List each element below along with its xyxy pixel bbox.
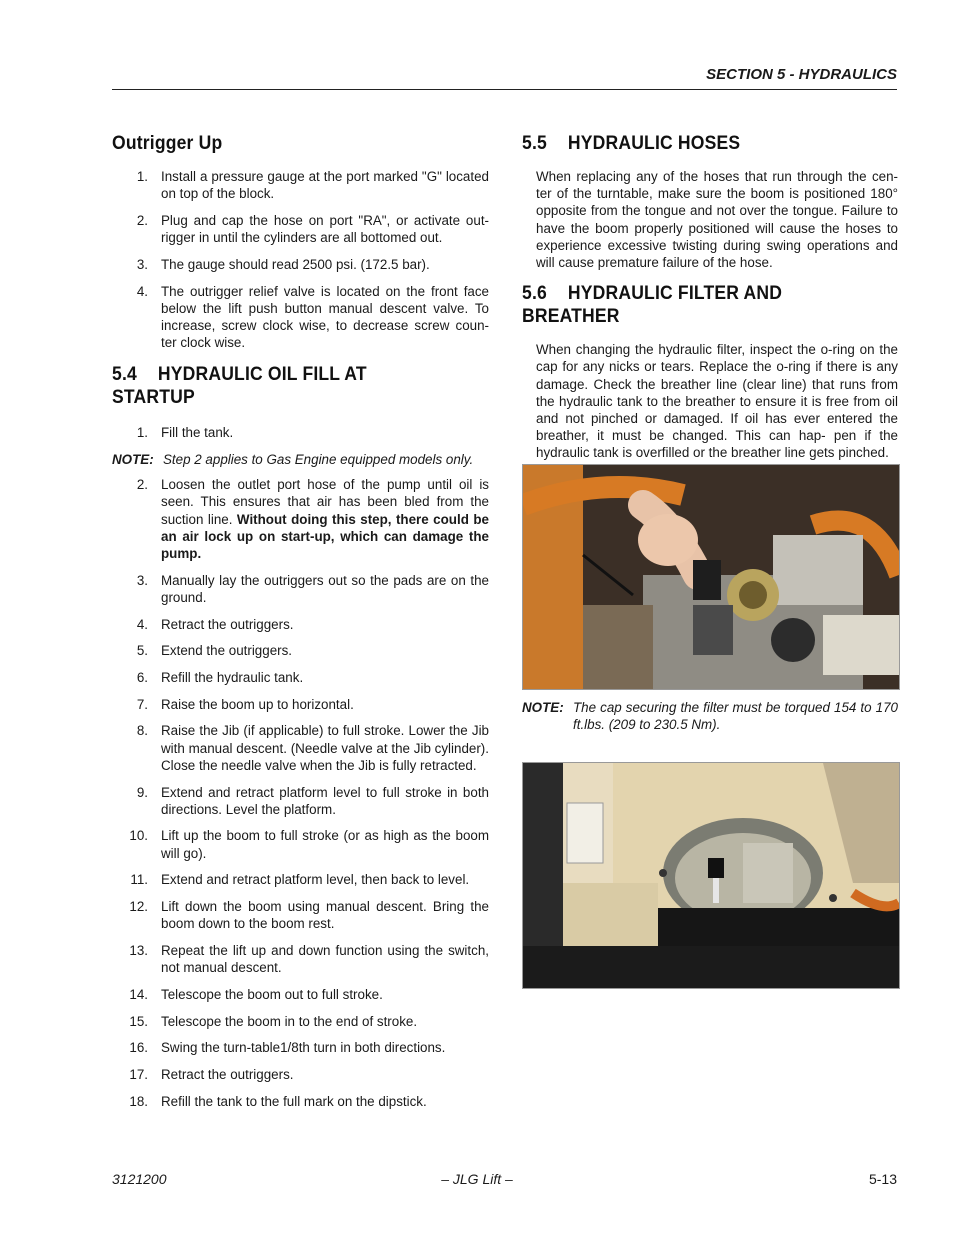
section-header: SECTION 5 - HYDRAULICS [706,66,897,83]
step-text: Loosen the outlet port hose of the pump until oil is seen. This ensures that air has been bled from the suction line. [161,477,489,527]
step-text: Fill the tank. [161,425,234,441]
step-number: 6. [136,670,148,686]
step-number: 9. [136,784,148,800]
filter-photo [522,464,900,690]
list-item [112,1039,489,1056]
filter-photo-image [523,465,899,689]
step-text: The gauge should read 2500 psi. (172.5 bar). [161,256,430,272]
outrigger-up-heading: Outrigger Up [112,132,223,154]
list-item [112,871,489,888]
section-title: HYDRAULIC OIL FILL AT STARTUP [112,363,367,409]
step-text: Telescope the boom in to the end of stroke. [161,1013,418,1029]
step-number: 12. [129,899,148,915]
list-item [112,168,489,202]
step-text: Manually lay the outriggers out so the pads are on the ground. [161,572,489,605]
step-text: Retract the outriggers. [161,616,294,632]
header-rule [112,89,897,90]
note-label: NOTE: [112,452,154,468]
footer-page-number: 5-13 [868,1171,897,1187]
gas-engine-note [0,451,489,468]
step-text: Swing the turn-table1/8th turn in both directions. [161,1040,446,1056]
step-number: 4. [136,616,148,632]
filter-torque-note [522,699,898,733]
breather-photo-image [523,763,899,988]
step-text: Extend and retract platform level to full stroke in both directions. Level the platform. [161,784,489,817]
fill-steps-list [112,476,489,1110]
outrigger-steps-list [112,168,489,351]
list-item [112,696,489,713]
step-text: Install a pressure gauge at the port marked "G" located on top of the block. [161,169,489,202]
list-item [112,1066,489,1083]
section-5-4-heading [112,363,451,409]
section-number: 5.6 [522,282,547,305]
section-title: HYDRAULIC FILTER AND BREATHER [522,282,783,328]
list-item [112,669,489,686]
step-warning-text: Without doing this step, there could be an air lock up on start-up, which can damage the pump. [161,511,489,562]
step-text: Refill the tank to the full mark on the dipstick. [161,1093,427,1109]
step-number: 8. [136,723,148,739]
step-number: 11. [130,872,148,888]
step-text: The outrigger relief valve is located on the front face below the lift push button manual descent valve. To increase, screw clock wise, to decrease screw coun- ter clock wise. [161,283,489,351]
step-number: 18. [129,1093,148,1109]
filter-paragraph: When changing the hydraulic filter, inspect the o-ring on the cap for any nicks or tears. Replace the o-ring if there is any damage. Check the breather line (clear line) that runs from the hydraulic tank to the breather to ensure it is free from oil and not pinched or damaged. If oil has ever entered the breather, it must be changed. This can hap- pen if the hydraulic tank is overfilled or the breather line gets pinched. [536,342,898,461]
step-text: Retract the outriggers. [161,1067,294,1083]
section-5-5-heading [522,132,860,155]
step-number: 3. [136,572,148,588]
list-item [112,784,489,818]
section-number: 5.5 [522,132,547,154]
list-item [112,898,489,932]
note-text: The cap securing the filter must be torqued 154 to 170 ft.lbs. (209 to 230.5 Nm). [573,699,898,732]
fill-steps-start [112,424,489,441]
hoses-paragraph: When replacing any of the hoses that run through the cen- ter of the turntable, make sure the boom is positioned 180° opposite from the tongue and not over the tongue. Failure to have the boom properly positioned will cause the hoses to experience excessive twisting during swing operations and will cause premature failure of the hose. [536,169,898,271]
step-text: Repeat the lift up and down function using the switch, not manual descent. [161,943,489,976]
step-text: Extend and retract platform level, then back to level. [161,872,470,888]
note-text: Step 2 applies to Gas Engine equipped models only. [163,452,474,468]
list-item [112,212,489,246]
list-item [112,476,489,562]
step-number: 1. [136,169,148,184]
step-number: 13. [129,943,148,958]
step-number: 15. [129,1013,148,1029]
step-text: Extend the outriggers. [161,643,293,659]
list-item [112,572,489,606]
list-item [112,1013,489,1030]
step-number: 17. [129,1067,148,1083]
list-item [112,722,489,774]
step-number: 5. [136,643,148,659]
list-item [112,942,489,976]
step-text: Raise the Jib (if applicable) to full stroke. Lower the Jib with manual descent. (Needle valve at the Jib cylinder). Close the needle valve when the Jib is fully retracted. [161,723,489,773]
left-column [112,132,489,1119]
step-number: 1. [136,425,148,441]
step-number: 14. [129,986,148,1002]
list-item [112,256,489,273]
step-number: 2. [136,477,148,493]
step-number: 10. [129,828,148,844]
section-number: 5.4 [112,363,137,386]
list-item [112,1093,489,1110]
step-text: Lift up the boom to full stroke (or as high as the boom will go). [161,828,489,861]
right-column [522,132,898,989]
footer-doc-number: 3121200 [112,1171,167,1187]
section-title: HYDRAULIC HOSES [567,132,741,154]
step-number: 2. [136,212,148,228]
list-item [112,283,489,352]
footer-brand: – JLG Lift – [441,1171,513,1187]
list-item [112,827,489,861]
step-text: Raise the boom up to horizontal. [161,696,354,712]
step-number: 16. [129,1040,148,1056]
section-5-6-heading [522,282,860,328]
list-item [112,986,489,1003]
list-item [112,642,489,659]
list-item [112,424,489,441]
step-text: Telescope the boom out to full stroke. [161,986,383,1002]
step-number: 3. [136,256,148,272]
breather-photo [522,762,900,989]
step-number: 4. [136,283,148,299]
step-text: Refill the hydraulic tank. [161,670,304,686]
step-number: 7. [136,696,148,712]
step-text: Plug and cap the hose on port "RA", or activate out- rigger in until the cylinders are all bottomed out. [161,212,489,246]
step-text: Lift down the boom using manual descent. Bring the boom down to the boom rest. [161,899,489,932]
list-item [112,616,489,633]
note-label: NOTE: [522,699,564,715]
